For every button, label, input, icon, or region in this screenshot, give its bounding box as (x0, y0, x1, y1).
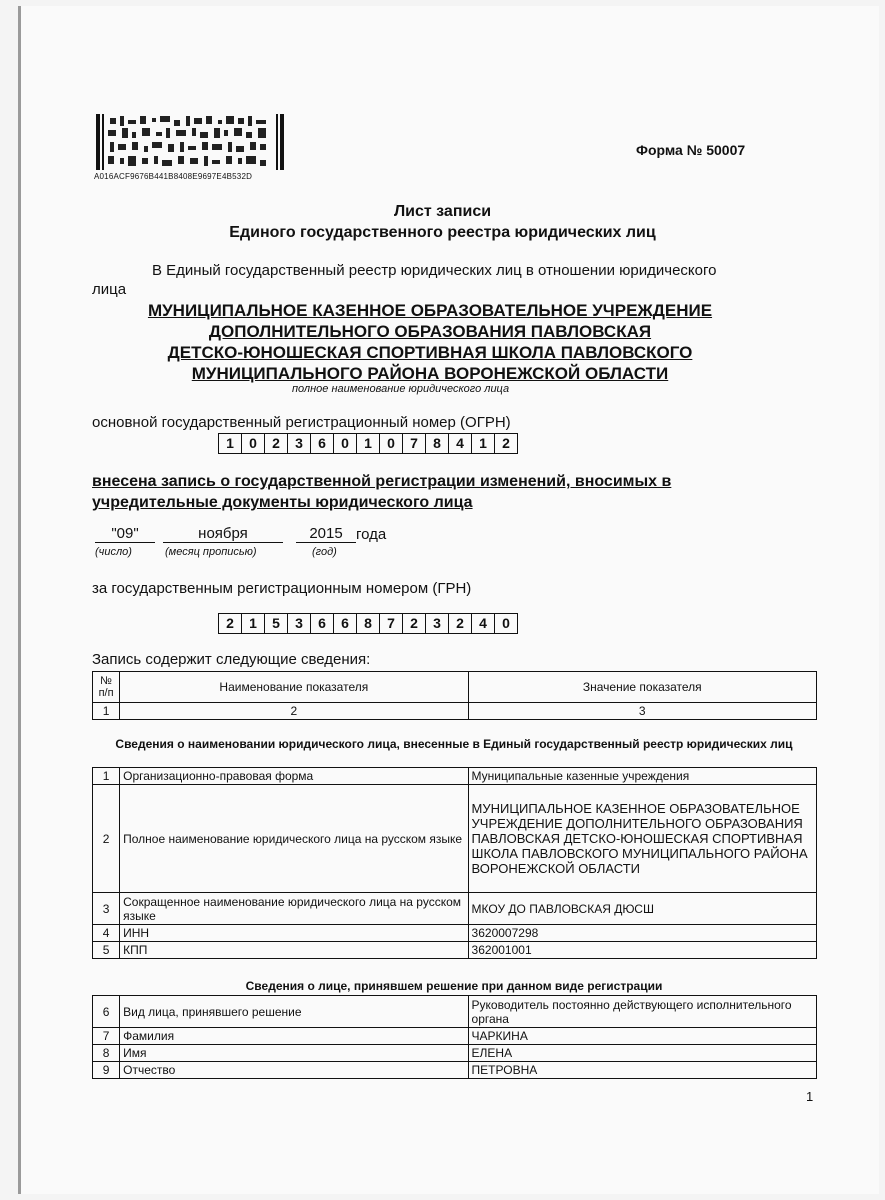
grn-digit: 5 (265, 614, 288, 633)
page-number: 1 (806, 1089, 814, 1104)
ogrn-digit: 4 (449, 434, 472, 453)
ogrn-digit: 0 (242, 434, 265, 453)
date-year: 2015 (296, 525, 356, 543)
grn-digit: 6 (311, 614, 334, 633)
row-name: Фамилия (120, 1028, 468, 1045)
date-year-suffix: года (356, 526, 387, 543)
grn-digit: 8 (357, 614, 380, 633)
ogrn-label: основной государственный регистрационный номер (ОГРН) (92, 414, 511, 431)
row-value: МКОУ ДО ПАВЛОВСКАЯ ДЮСШ (468, 893, 816, 925)
ogrn-digit: 1 (357, 434, 380, 453)
grn-digit: 2 (219, 614, 242, 633)
table-row (93, 785, 817, 893)
intro-text: В Единый государственный реестр юридических лиц в отношении юридического (152, 262, 717, 279)
ogrn-digit: 3 (288, 434, 311, 453)
ogrn-boxes (218, 433, 518, 454)
grn-digit: 7 (380, 614, 403, 633)
document-subtitle: Единого государственного реестра юридических лиц (229, 224, 656, 241)
grn-digit: 3 (288, 614, 311, 633)
row-value: Руководитель постоянно действующего исполнительного органа (468, 996, 816, 1028)
grn-digit: 6 (334, 614, 357, 633)
row-name: Полное наименование юридического лица на русском языке (120, 785, 468, 893)
entity-name-line: ДЕТСКО-ЮНОШЕСКАЯ СПОРТИВНАЯ ШКОЛА ПАВЛОВСКОГО (167, 343, 693, 362)
section1-table (92, 767, 817, 959)
row-name: Сокращенное наименование юридического лица на русском языке (120, 893, 468, 925)
table-row (93, 768, 817, 785)
ogrn-digit: 1 (219, 434, 242, 453)
entity-full-name (110, 300, 750, 384)
ogrn-digit: 8 (426, 434, 449, 453)
row-name: Организационно-правовая форма (120, 768, 468, 785)
entity-name-line: ДОПОЛНИТЕЛЬНОГО ОБРАЗОВАНИЯ ПАВЛОВСКАЯ (208, 322, 652, 341)
row-num: 7 (93, 1028, 120, 1045)
ogrn-digit: 7 (403, 434, 426, 453)
row-name: ИНН (120, 925, 468, 942)
grn-digit: 2 (449, 614, 472, 633)
ogrn-digit: 2 (502, 435, 510, 451)
row-value: 3620007298 (468, 925, 816, 942)
contains-label: Запись содержит следующие сведения: (92, 651, 371, 668)
entry-line: внесена запись о государственной регистрации изменений, вносимых в (92, 473, 672, 490)
header-num: № п/п (93, 672, 120, 703)
row-num: 4 (93, 925, 120, 942)
header-table (92, 671, 817, 720)
barcode-code: A016ACF9676B441B8408E9697E4B532D (94, 172, 253, 181)
row-num: 1 (93, 768, 120, 785)
ogrn-digit: 2 (265, 434, 288, 453)
barcode-image (96, 114, 284, 170)
table-row (93, 893, 817, 925)
row-name: Имя (120, 1045, 468, 1062)
table-row (93, 1028, 817, 1045)
table-row (93, 1062, 817, 1079)
row-name: Отчество (120, 1062, 468, 1079)
section-title: Сведения о лице, принявшем решение при данном виде регистрации (245, 979, 663, 993)
row-value: ЧАРКИНА (468, 1028, 816, 1045)
grn-digit: 3 (426, 614, 449, 633)
colnum-2: 2 (120, 703, 468, 720)
row-value: Муниципальные казенные учреждения (468, 768, 816, 785)
document-title: Лист записи (393, 203, 492, 220)
table-colnum-row (93, 703, 817, 720)
row-num: 9 (93, 1062, 120, 1079)
entity-name-line: МУНИЦИПАЛЬНОЕ КАЗЕННОЕ ОБРАЗОВАТЕЛЬНОЕ УЧРЕЖДЕНИЕ (147, 301, 713, 320)
grn-digit: 1 (242, 614, 265, 633)
ogrn-digit: 1 (472, 434, 495, 453)
grn-digit: 0 (502, 615, 510, 631)
table-header-row (93, 672, 817, 703)
date-month: ноября (163, 525, 283, 543)
row-value: ПЕТРОВНА (468, 1062, 816, 1079)
grn-label: за государственным регистрационным номером (ГРН) (92, 580, 472, 597)
ogrn-digit: 0 (334, 434, 357, 453)
grn-digit: 2 (403, 614, 426, 633)
colnum-1: 1 (93, 703, 120, 720)
full-name-caption: полное наименование юридического лица (292, 383, 510, 395)
row-num: 8 (93, 1045, 120, 1062)
row-num: 5 (93, 942, 120, 959)
row-name: Вид лица, принявшего решение (120, 996, 468, 1028)
row-name: КПП (120, 942, 468, 959)
entity-name-line: МУНИЦИПАЛЬНОГО РАЙОНА ВОРОНЕЖСКОЙ ОБЛАСТИ (191, 364, 669, 383)
row-num: 2 (93, 785, 120, 893)
ogrn-digit: 0 (380, 434, 403, 453)
form-number: Форма № 50007 (636, 142, 746, 158)
row-num: 3 (93, 893, 120, 925)
table-row (93, 1045, 817, 1062)
table-row (93, 996, 817, 1028)
ogrn-digit: 6 (311, 434, 334, 453)
header-value: Значение показателя (468, 672, 816, 703)
row-value: ЕЛЕНА (468, 1045, 816, 1062)
month-caption: (месяц прописью) (165, 546, 257, 558)
year-caption: (год) (312, 546, 337, 558)
grn-digit: 4 (472, 614, 495, 633)
table-row (93, 942, 817, 959)
section2-table (92, 995, 817, 1079)
row-value: МУНИЦИПАЛЬНОЕ КАЗЕННОЕ ОБРАЗОВАТЕЛЬНОЕ УЧРЕЖДЕНИЕ ДОПОЛНИТЕЛЬНОГО ОБРАЗОВАНИЯ ПАВЛОВСКАЯ ДЕТСКО-ЮНОШЕСКАЯ СПОРТИВНАЯ ШКОЛА ПАВЛОВСКОГО МУНИЦИПАЛЬНОГО РАЙОНА ВОРОНЕЖСКОЙ ОБЛАСТИ (468, 785, 816, 893)
header-name: Наименование показателя (120, 672, 468, 703)
intro-text-cont: лица (92, 281, 127, 298)
entry-line: учредительные документы юридического лица (92, 494, 473, 511)
row-value: 362001001 (468, 942, 816, 959)
day-caption: (число) (95, 546, 132, 558)
table-row (93, 925, 817, 942)
colnum-3: 3 (468, 703, 816, 720)
row-num: 6 (93, 996, 120, 1028)
entry-statement (92, 471, 671, 513)
section-title: Сведения о наименовании юридического лица, внесенные в Единый государственный реестр юридических лиц (115, 737, 793, 751)
date-day: "09" (95, 525, 155, 543)
grn-boxes (218, 613, 518, 634)
